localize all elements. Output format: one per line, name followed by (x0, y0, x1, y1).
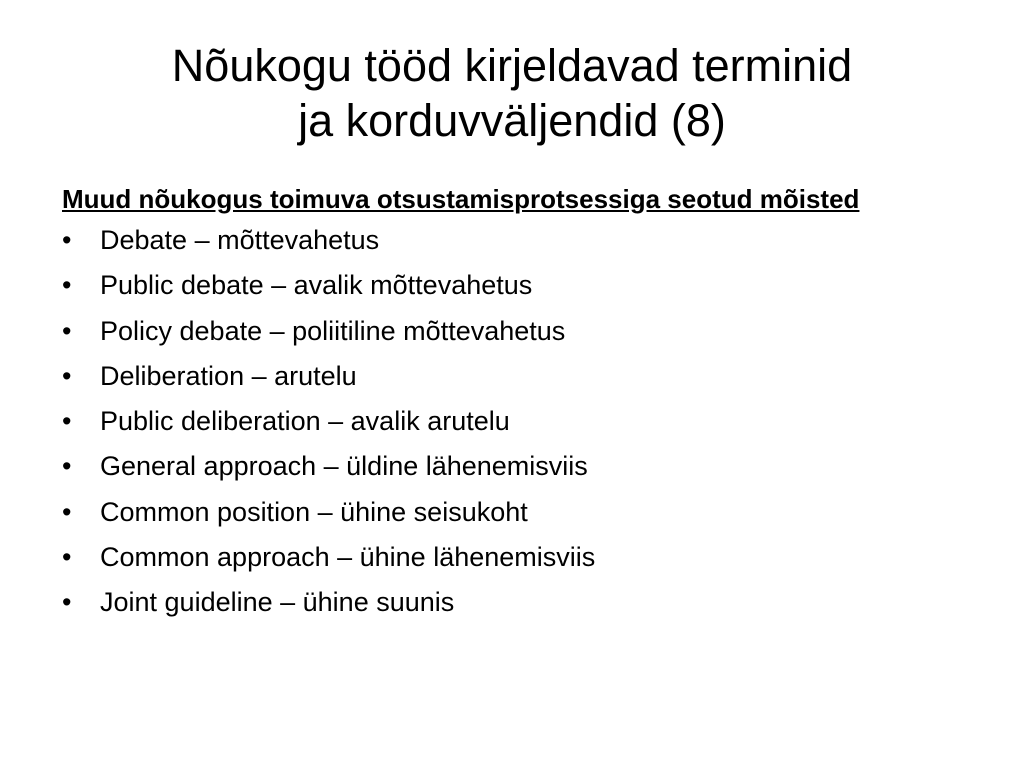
bullet-icon: • (62, 587, 72, 618)
list-item (62, 406, 962, 437)
bullet-icon: • (62, 406, 72, 437)
bullet-icon: • (62, 315, 72, 346)
bullet-icon: • (62, 451, 72, 482)
term-list (62, 225, 962, 618)
list-item (62, 587, 962, 618)
slide-body (62, 183, 962, 633)
list-item-text: Common approach – ühine lähenemisviis (100, 542, 596, 573)
list-item-text: Joint guideline – ühine suunis (100, 587, 455, 618)
list-item (62, 270, 962, 301)
list-item-text: Deliberation – arutelu (100, 360, 357, 391)
list-item (62, 542, 962, 573)
list-item (62, 497, 962, 528)
slide-title (40, 38, 984, 148)
list-item (62, 225, 962, 256)
bullet-icon: • (62, 496, 72, 527)
list-item (62, 361, 962, 392)
list-item-text: Common position – ühine seisukoht (100, 496, 528, 527)
list-item (62, 316, 962, 347)
list-item-text: General approach – üldine lähenemisviis (100, 451, 588, 482)
list-item (62, 451, 962, 482)
list-item-text: Public deliberation – avalik arutelu (100, 406, 510, 437)
slide-title-line-1: Nõukogu tööd kirjeldavad terminid (171, 40, 853, 91)
section-subheading: Muud nõukogus toimuva otsustamisprotsessiga seotud mõisted (62, 184, 860, 214)
bullet-icon: • (62, 225, 72, 255)
bullet-icon: • (62, 360, 72, 391)
list-item-text: Public debate – avalik mõttevahetus (100, 270, 533, 301)
bullet-icon: • (62, 542, 72, 573)
bullet-icon: • (62, 270, 72, 301)
list-item-text: Policy debate – poliitiline mõttevahetus (100, 315, 566, 346)
list-item-text: Debate – mõttevahetus (100, 225, 380, 255)
slide-title-line-2: ja korduvväljendid (8) (298, 95, 726, 146)
